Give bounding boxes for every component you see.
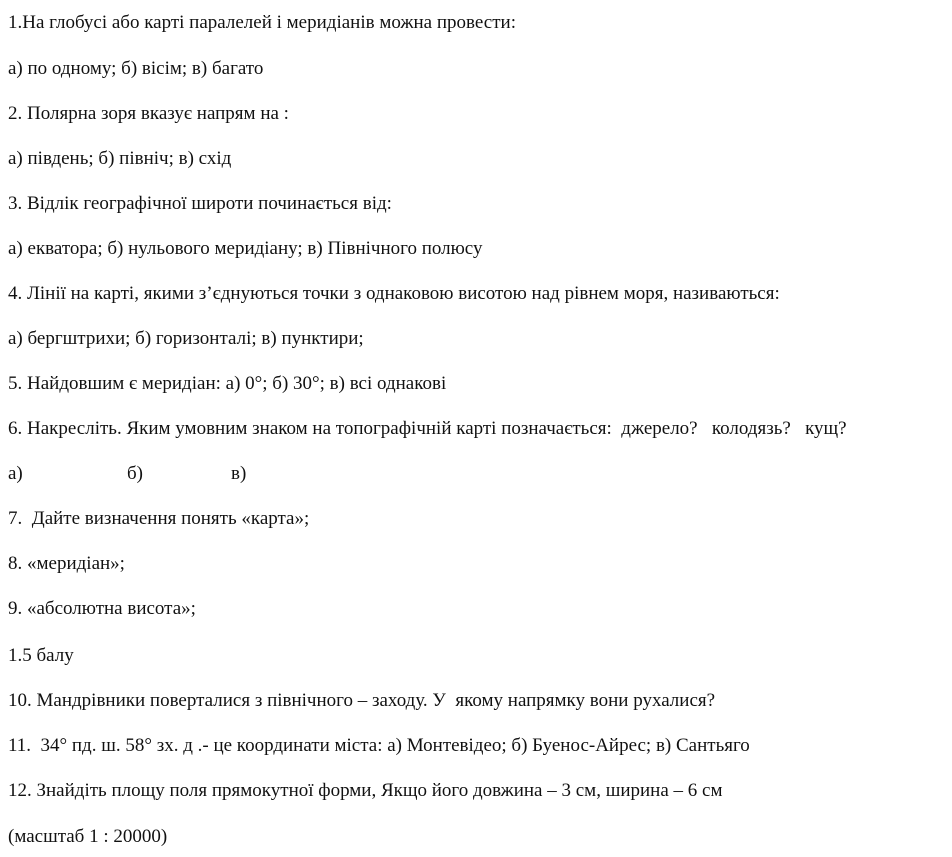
question-7: 7. Дайте визначення понять «карта»; [8, 508, 310, 529]
question-11: 11. 34° пд. ш. 58° зх. д .- це координати міста: а) Монтевідео; б) Буенос-Айрес; в) Сантьяго [8, 735, 750, 756]
question-5: 5. Найдовшим є меридіан: а) 0°; б) 30°; в) всі однакові [8, 373, 447, 394]
question-8: 8. «меридіан»; [8, 553, 125, 574]
question-3: 3. Відлік географічної широти починається від: [8, 193, 392, 214]
question-6: 6. Накресліть. Яким умовним знаком на топографічній карті позначається: джерело? колодязь? кущ? [8, 418, 847, 439]
question-10: 10. Мандрівники поверталися з північного – заходу. У якому напрямку вони рухалися? [8, 690, 716, 711]
question-12-scale: (масштаб 1 : 20000) [8, 826, 168, 847]
question-4: 4. Лінії на карті, якими з’єднуються точки з однаковою висотою над рівнем моря, називаються: [8, 283, 780, 304]
question-1: 1.На глобусі або карті паралелей і меридіанів можна провести: [8, 12, 516, 33]
question-2-options: а) південь; б) північ; в) схід [8, 148, 232, 169]
question-9: 9. «абсолютна висота»; [8, 598, 196, 619]
question-6-option-c: в) [231, 463, 247, 484]
question-3-options: а) екватора; б) нульового меридіану; в) Північного полюсу [8, 238, 483, 259]
question-6-option-a: а) [8, 463, 23, 484]
score-note: 1.5 балу [8, 645, 74, 666]
question-12: 12. Знайдіть площу поля прямокутної форми, Якщо його довжина – 3 см, ширина – 6 см [8, 780, 723, 801]
question-2: 2. Полярна зоря вказує напрям на : [8, 103, 289, 124]
question-1-options: а) по одному; б) вісім; в) багато [8, 58, 264, 79]
question-6-option-b: б) [127, 463, 143, 484]
question-4-options: а) бергштрихи; б) горизонталі; в) пунктири; [8, 328, 364, 349]
